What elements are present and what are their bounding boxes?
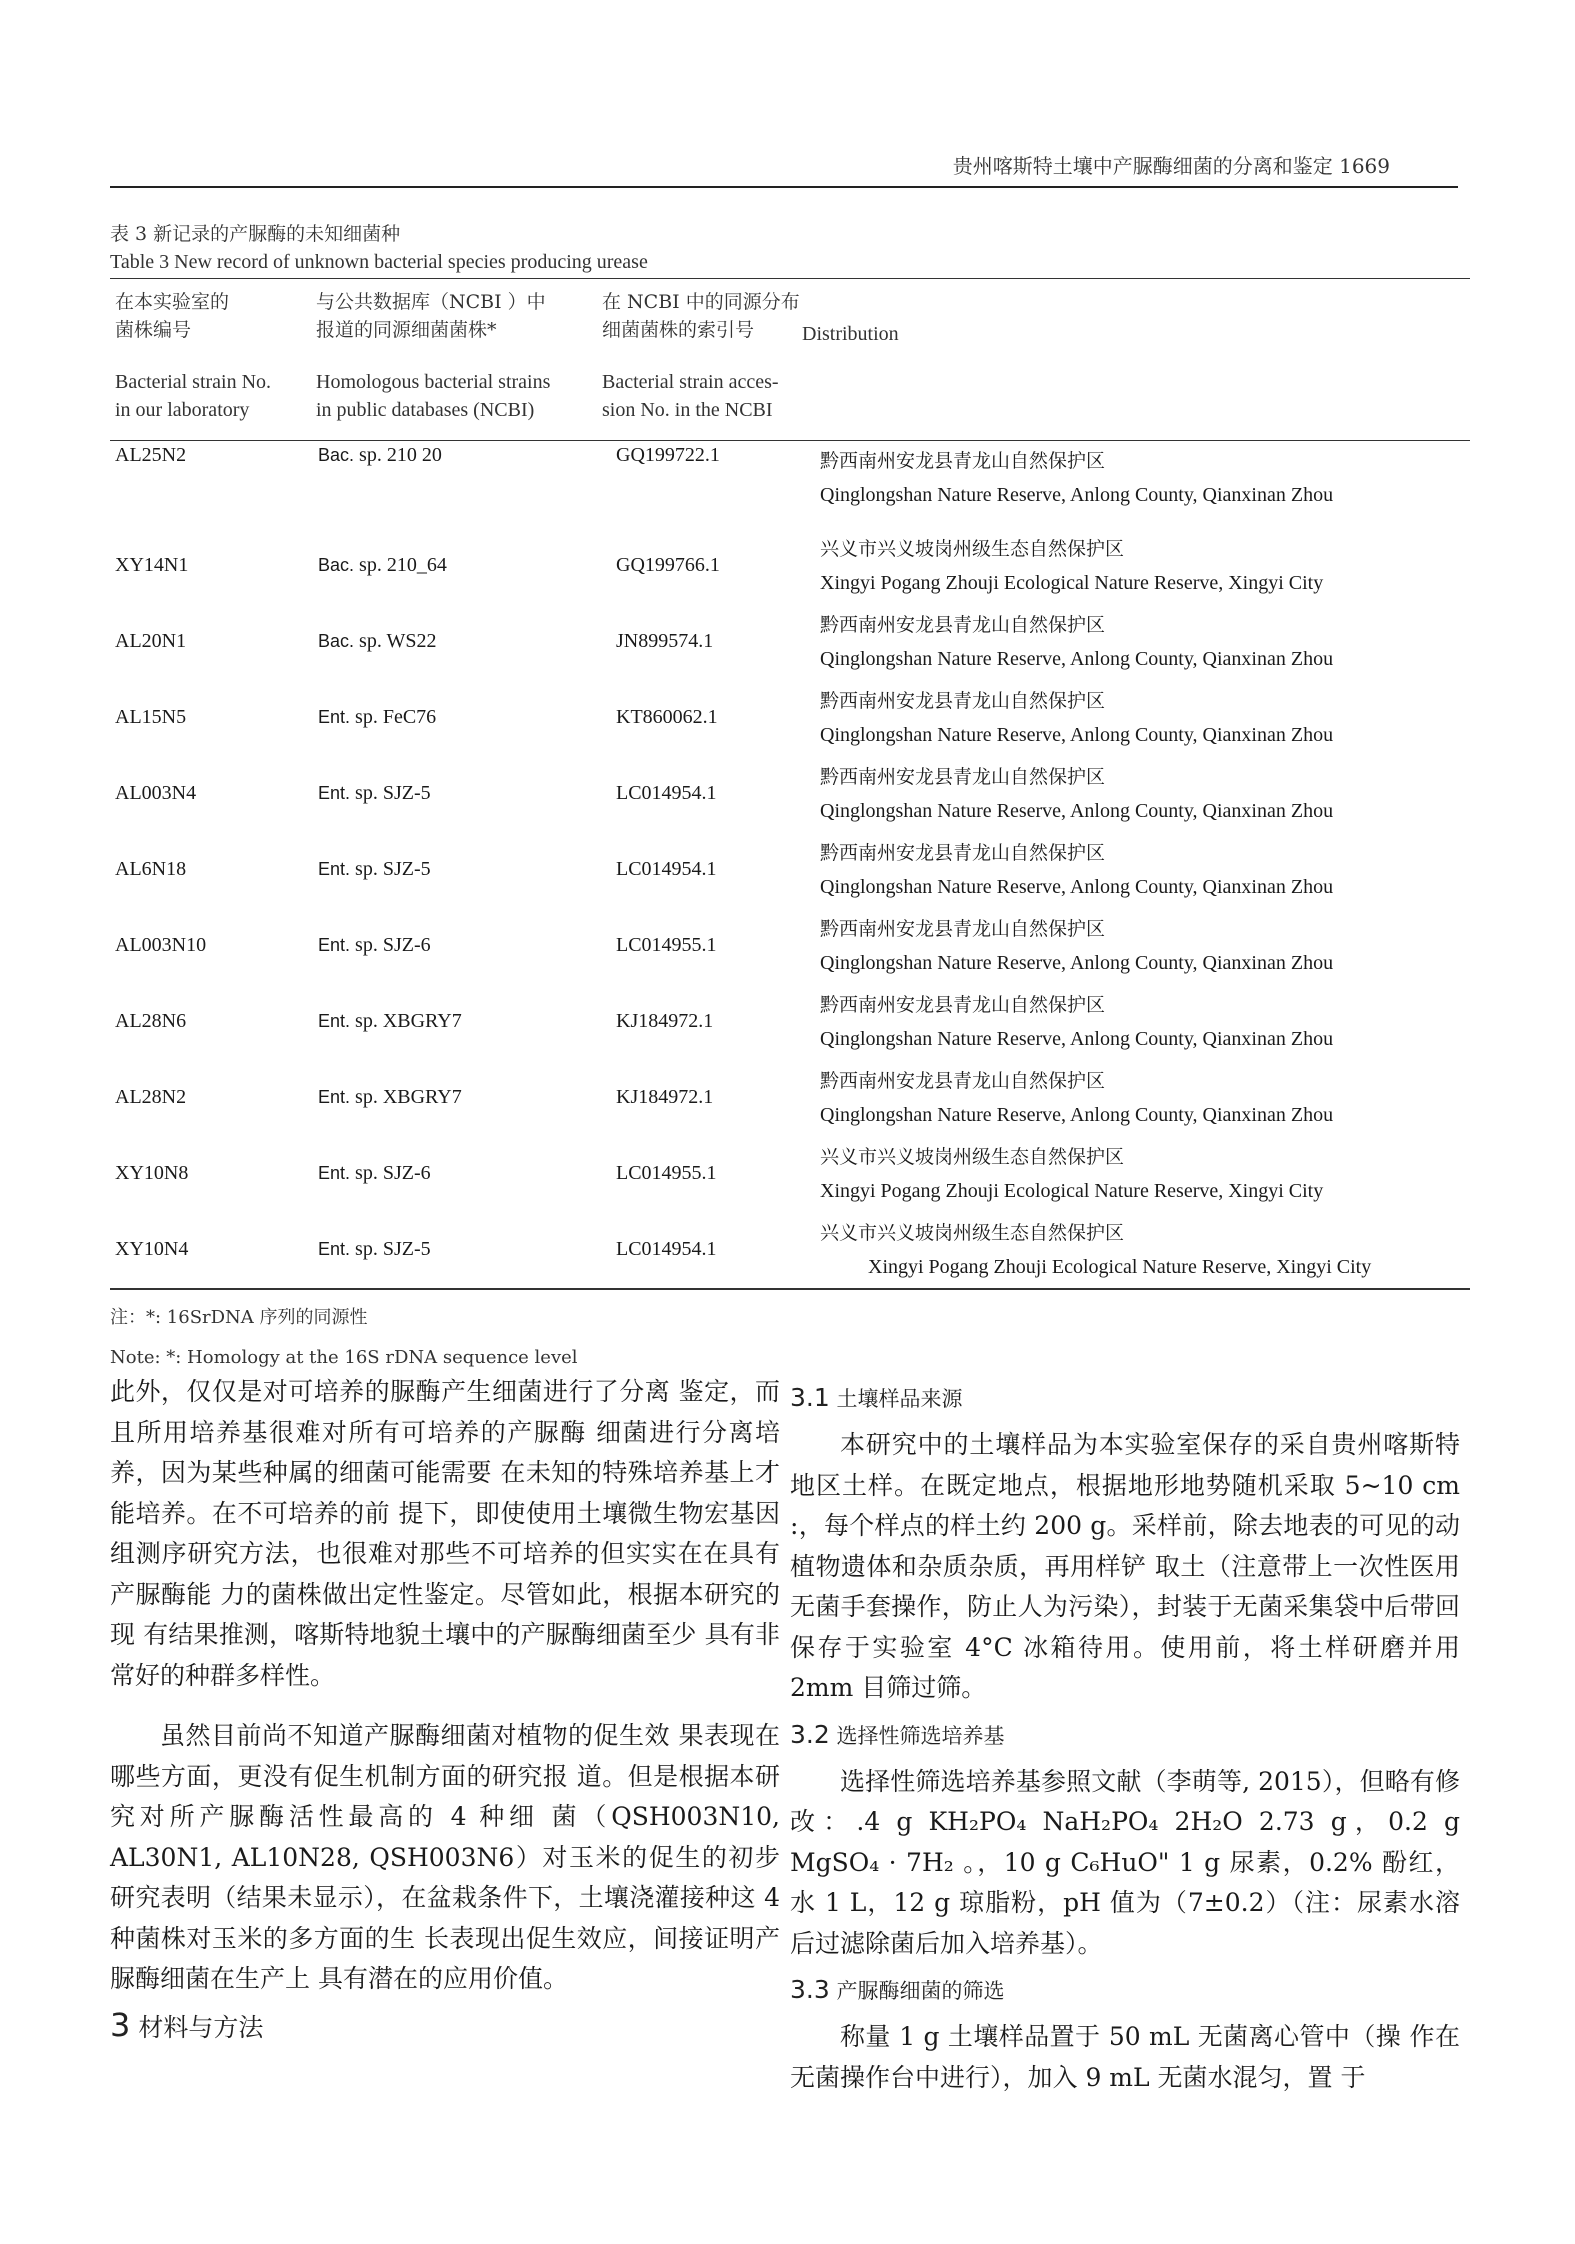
strain-id: AL003N4: [115, 782, 197, 804]
subsection-heading: 3.1 土壤样品来源: [790, 1383, 963, 1412]
header-homolog: 与公共数据库（NCBI ）中 报道的同源细菌菌株* Homologous bacterial strains in public databases (NCBI): [316, 291, 551, 421]
homologous-strain: Bac. sp. 210 20: [318, 444, 442, 466]
table-caption-zh: 表 3 新记录的产脲酶的未知细菌种: [110, 223, 401, 245]
homologous-strain: Ent. sp. SJZ-5: [318, 858, 431, 880]
distribution: 黔西南州安龙县青龙山自然保护区 Qinglongshan Nature Reserve, Anlong County, Qianxinan Zhou: [820, 766, 1334, 822]
table-note-zh: 注：*: 16SrDNA 序列的同源性: [110, 1307, 368, 1328]
strain-id: XY14N1: [115, 554, 189, 576]
strain-id: AL28N6: [115, 1010, 187, 1032]
subsection-heading: 3.3 产脲酶细菌的筛选: [790, 1975, 1005, 2004]
table-caption-en: Table 3 New record of unknown bacterial species producing urease: [110, 251, 648, 273]
table-top-rule: [110, 278, 1470, 279]
header-strain: 在本实验室的 菌株编号 Bacterial strain No. in our laboratory: [115, 291, 272, 421]
distribution: 黔西南州安龙县青龙山自然保护区 Qinglongshan Nature Reserve, Anlong County, Qianxinan Zhou: [820, 450, 1334, 506]
table-row: [0, 676, 1575, 752]
distribution: 兴义市兴义坡岗州级生态自然保护区 Xingyi Pogang Zhouji Ecological Nature Reserve, Xingyi City: [820, 1222, 1372, 1278]
distribution: 黔西南州安龙县青龙山自然保护区 Qinglongshan Nature Reserve, Anlong County, Qianxinan Zhou: [820, 918, 1334, 974]
distribution: 兴义市兴义坡岗州级生态自然保护区 Xingyi Pogang Zhouji Ecological Nature Reserve, Xingyi City: [820, 538, 1324, 594]
paragraph: 选择性筛选培养基参照文献（李萌等, 2015），但略有修改：.4 g KH₂PO₄ NaH₂PO₄ 2H₂O 2.73 g，0.2 g MgSO₄ · 7H₂ 。，10 g C₆HuO" 1 g 尿素，0.2% 酚红，水 1 L，12 g 琼脂粉，pH 值为（7±0.2）（注：尿素水溶后过滤除菌后加入培养基）。: [790, 1766, 1460, 1958]
left-column: [110, 1372, 780, 2053]
distribution: 黔西南州安龙县青龙山自然保护区 Qinglongshan Nature Reserve, Anlong County, Qianxinan Zhou: [820, 994, 1334, 1050]
homologous-strain: Ent. sp. FeC76: [318, 706, 437, 728]
accession-number: KJ184972.1: [616, 1010, 714, 1032]
table-row: [0, 752, 1575, 828]
accession-number: LC014955.1: [616, 1162, 717, 1184]
accession-number: JN899574.1: [616, 630, 714, 652]
table-row: [0, 904, 1575, 980]
distribution: 兴义市兴义坡岗州级生态自然保护区 Xingyi Pogang Zhouji Ecological Nature Reserve, Xingyi City: [820, 1146, 1324, 1202]
homologous-strain: Ent. sp. SJZ-6: [318, 934, 431, 956]
running-header: 贵州喀斯特土壤中产脲酶细菌的分离和鉴定 1669: [952, 154, 1390, 178]
table-row: [0, 444, 1575, 524]
table-notes: [110, 1298, 578, 1378]
table-row: [0, 1056, 1575, 1132]
homologous-strain: Ent. sp. SJZ-5: [318, 782, 431, 804]
table-row: [0, 1132, 1575, 1208]
homologous-strain: Ent. sp. XBGRY7: [318, 1086, 462, 1108]
table-row: [0, 828, 1575, 904]
accession-number: LC014955.1: [616, 934, 717, 956]
accession-number: KT860062.1: [616, 706, 718, 728]
table-caption: [110, 220, 648, 276]
header-distribution: Distribution: [802, 323, 899, 345]
accession-number: KJ184972.1: [616, 1086, 714, 1108]
table-header-rule: [110, 440, 1470, 441]
distribution: 黔西南州安龙县青龙山自然保护区 Qinglongshan Nature Reserve, Anlong County, Qianxinan Zhou: [820, 1070, 1334, 1126]
strain-id: AL25N2: [115, 444, 187, 466]
strain-id: AL20N1: [115, 630, 187, 652]
subsection-heading: 3.2 选择性筛选培养基: [790, 1719, 1005, 1749]
strain-id: XY10N4: [115, 1238, 189, 1260]
accession-number: LC014954.1: [616, 1238, 717, 1260]
strain-id: AL6N18: [115, 858, 187, 880]
distribution: 黔西南州安龙县青龙山自然保护区 Qinglongshan Nature Reserve, Anlong County, Qianxinan Zhou: [820, 690, 1334, 746]
table-row: [0, 524, 1575, 600]
paragraph: 本研究中的土壤样品为本实验室保存的采自贵州喀斯特地区土样。在既定地点，根据地形地势随机采取 5~10 cm :，每个样点的样土约 200 g。采样前，除去地表的可见的动植物遗体和杂质杂质，再用样铲 取土（注意带上一次性医用无菌手套操作，防止人为污染），封装于无菌采集袋中后带回保存于实验室 4°C 冰箱待用。使用前，将土样研磨并用 2mm 目筛过筛。: [790, 1430, 1460, 1702]
table-row: [0, 980, 1575, 1056]
accession-number: LC014954.1: [616, 782, 717, 804]
table-bottom-rule: [110, 1288, 1470, 1290]
strain-id: AL28N2: [115, 1086, 187, 1108]
accession-number: GQ199722.1: [616, 444, 720, 466]
table-row: [0, 600, 1575, 676]
distribution: 黔西南州安龙县青龙山自然保护区 Qinglongshan Nature Reserve, Anlong County, Qianxinan Zhou: [820, 842, 1334, 898]
section-heading: 3 材料与方法: [110, 2005, 264, 2044]
strain-id: XY10N8: [115, 1162, 189, 1184]
header-accession: 在 NCBI 中的同源分布 细菌菌株的索引号 Bacterial strain acces- sion No. in the NCBI: [602, 291, 800, 421]
paragraph: 此外，仅仅是对可培养的脲酶产生细菌进行了分离 鉴定，而且所用培养基很难对所有可培养的产脲酶 细菌进行分离培养，因为某些种属的细菌可能需要 在未知的特殊培养基上才能培养。在不可培养的前 提下，即使使用土壤微生物宏基因组测序研究方法，也很难对那些不可培养的但实实在在具有产脲酶能 力的菌株做出定性鉴定。尽管如此，根据本研究的现 有结果推测，喀斯特地貌土壤中的产脲酶细菌至少 具有非常好的种群多样性。: [110, 1377, 780, 1690]
paragraph: 称量 1 g 土壤样品置于 50 mL 无菌离心管中（操 作在无菌操作台中进行），加入 9 mL 无菌水混匀，置 于: [790, 2022, 1460, 2092]
strain-id: AL15N5: [115, 706, 187, 728]
distribution: 黔西南州安龙县青龙山自然保护区 Qinglongshan Nature Reserve, Anlong County, Qianxinan Zhou: [820, 614, 1334, 670]
table-row: [0, 1208, 1575, 1284]
homologous-strain: Bac. sp. WS22: [318, 630, 437, 652]
strain-id: AL003N10: [115, 934, 207, 956]
homologous-strain: Bac. sp. 210_64: [318, 554, 447, 576]
homologous-strain: Ent. sp. SJZ-5: [318, 1238, 431, 1260]
header-rule: [110, 186, 1458, 188]
homologous-strain: Ent. sp. SJZ-6: [318, 1162, 431, 1184]
table-note-en: Note: *: Homology at the 16S rDNA sequence level: [110, 1347, 578, 1368]
homologous-strain: Ent. sp. XBGRY7: [318, 1010, 462, 1032]
right-column: [790, 1372, 1460, 2098]
accession-number: GQ199766.1: [616, 554, 720, 576]
accession-number: LC014954.1: [616, 858, 717, 880]
paragraph: 虽然目前尚不知道产脲酶细菌对植物的促生效 果表现在哪些方面，更没有促生机制方面的研究报 道。但是根据本研究对所产脲酶活性最高的 4 种细 菌（QSH003N10, AL30N1, AL10N28, QSH003N6）对玉米的促生的初步研究表明（结果未显示），在盆栽条件下，土壤浇灌接种这 4 种菌株对玉米的多方面的生 长表现出促生效应，间接证明产脲酶细菌在生产上 具有潜在的应用价值。: [110, 1721, 780, 1993]
